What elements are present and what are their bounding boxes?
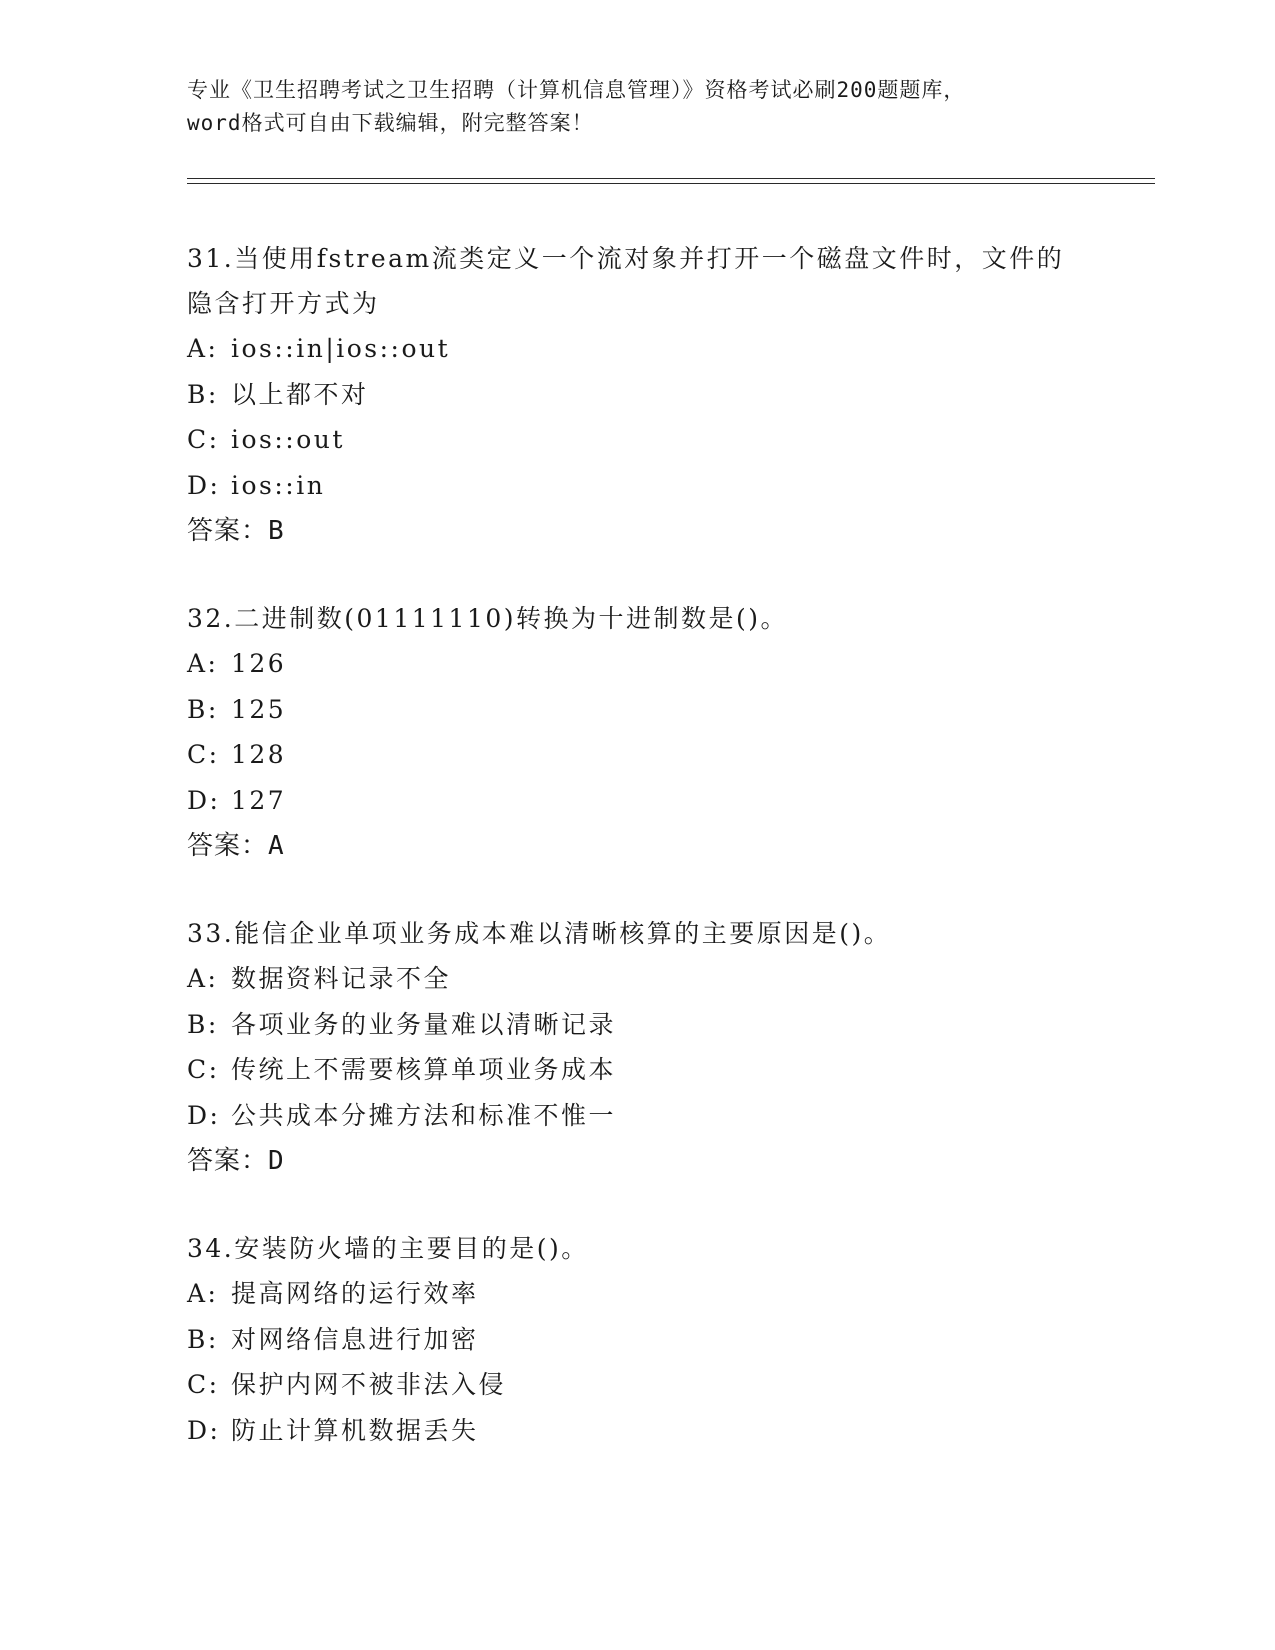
option-text: 防止计算机数据丢失 <box>231 1415 479 1445</box>
option-label: C: <box>187 740 220 769</box>
option-text: 128 <box>231 740 287 769</box>
question-number: 34. <box>187 1234 235 1263</box>
option-text: 对网络信息进行加密 <box>231 1324 479 1354</box>
option-text: 125 <box>231 694 287 724</box>
question-number: 33. <box>187 919 235 948</box>
option-label: A: <box>187 1279 219 1308</box>
option-b <box>187 1317 1087 1363</box>
answer-value: B <box>268 516 285 546</box>
answer-value: A <box>268 831 285 861</box>
option-text: ios::in|ios::out <box>231 334 451 363</box>
option-c <box>187 1362 1087 1408</box>
question-list <box>187 236 1087 1495</box>
option-a <box>187 641 1087 687</box>
option-text: 公共成本分摊方法和标准不惟一 <box>231 1100 617 1130</box>
option-d <box>187 1408 1087 1454</box>
option-b <box>187 372 1087 418</box>
option-text: 各项业务的业务量难以清晰记录 <box>231 1009 617 1039</box>
option-text: 127 <box>231 785 287 815</box>
option-text: ios::in <box>231 470 326 500</box>
answer-label: 答案： <box>187 1146 269 1176</box>
option-label: C: <box>187 1370 220 1399</box>
option-label: A: <box>187 964 219 993</box>
option-b <box>187 1002 1087 1048</box>
option-label: D: <box>187 785 221 815</box>
option-label: D: <box>187 1415 221 1445</box>
option-label: D: <box>187 470 221 500</box>
answer-line <box>187 823 1087 869</box>
option-a <box>187 1271 1087 1317</box>
option-d <box>187 463 1087 509</box>
header-divider-bottom <box>187 183 1155 184</box>
answer-line <box>187 1138 1087 1184</box>
answer-label: 答案： <box>187 831 269 861</box>
question-text: 二进制数(01111110)转换为十进制数是()。 <box>234 604 789 633</box>
option-b <box>187 687 1087 733</box>
question-34 <box>187 1226 1087 1453</box>
question-text: 当使用fstream流类定义一个流对象并打开一个磁盘文件时，文件的隐含打开方式为 <box>187 244 1065 318</box>
option-d <box>187 778 1087 824</box>
option-c <box>187 732 1087 778</box>
question-number: 31. <box>187 244 235 273</box>
option-label: A: <box>187 649 219 678</box>
option-label: B: <box>187 1324 219 1354</box>
option-c <box>187 417 1087 463</box>
option-label: C: <box>187 1055 220 1084</box>
document-header <box>187 74 1087 140</box>
option-text: 保护内网不被非法入侵 <box>231 1370 507 1399</box>
question-stem <box>187 596 1087 641</box>
option-d <box>187 1093 1087 1139</box>
question-stem <box>187 236 1087 326</box>
option-text: 数据资料记录不全 <box>231 964 452 993</box>
question-stem <box>187 1226 1087 1271</box>
answer-label: 答案： <box>187 516 269 546</box>
option-label: B: <box>187 694 219 724</box>
question-32 <box>187 596 1087 869</box>
option-text: 传统上不需要核算单项业务成本 <box>231 1055 617 1084</box>
option-a <box>187 326 1087 372</box>
option-label: D: <box>187 1100 221 1130</box>
option-c <box>187 1047 1087 1093</box>
option-a <box>187 956 1087 1002</box>
option-label: B: <box>187 1009 219 1039</box>
question-number: 32. <box>187 604 235 633</box>
question-stem <box>187 911 1087 956</box>
option-text: 126 <box>231 649 287 678</box>
question-text: 安装防火墙的主要目的是()。 <box>234 1234 589 1263</box>
header-line-2: word格式可自由下载编辑，附完整答案！ <box>187 111 594 135</box>
question-33 <box>187 911 1087 1184</box>
option-text: 以上都不对 <box>231 379 369 409</box>
answer-value: D <box>268 1146 285 1176</box>
option-text: 提高网络的运行效率 <box>231 1279 479 1308</box>
header-divider-top <box>187 178 1155 179</box>
header-line-1: 专业《卫生招聘考试之卫生招聘（计算机信息管理）》资格考试必刷200题题库， <box>187 78 966 102</box>
option-label: A: <box>187 334 219 363</box>
question-31 <box>187 236 1087 554</box>
option-label: C: <box>187 425 220 454</box>
question-text: 能信企业单项业务成本难以清晰核算的主要原因是()。 <box>234 919 892 948</box>
option-text: ios::out <box>231 425 345 454</box>
answer-line <box>187 508 1087 554</box>
option-label: B: <box>187 379 219 409</box>
